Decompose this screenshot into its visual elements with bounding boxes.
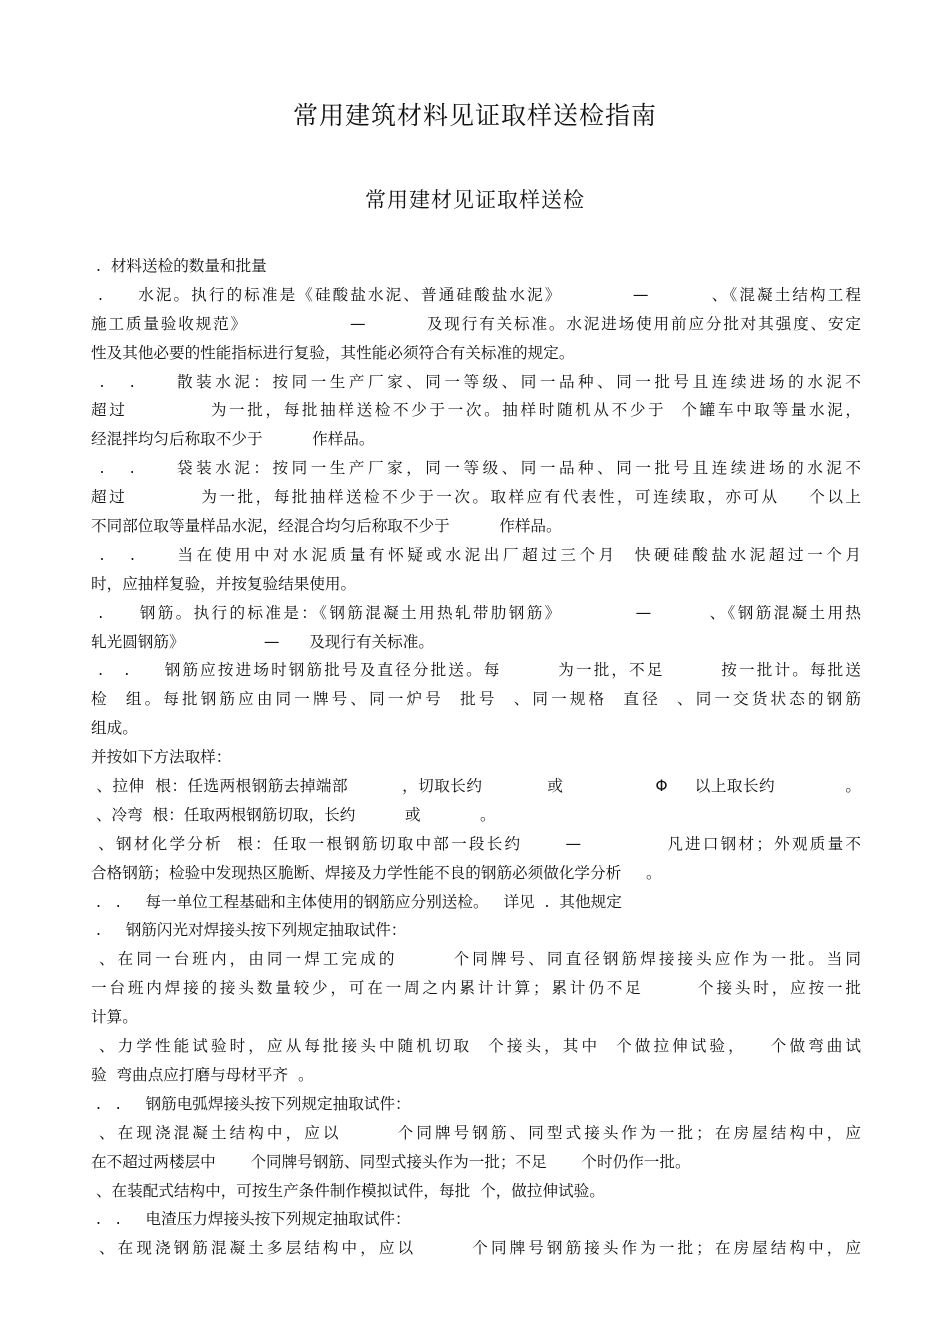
text-line: 、力学性能试验时，应从每批接头中随机切取 个接头，其中 个做拉伸试验， 个做弯曲试 [91, 1037, 861, 1056]
text-line: 检 组。每批钢筋应由同一牌号、同一炉号 批号 、同一规格 直径 、同一交货状态的钢筋 [91, 690, 861, 709]
text-line: . . 电渣压力焊接头按下列规定抽取试件： [91, 1210, 411, 1229]
document-subtitle: 常用建材见证取样送检 [365, 188, 585, 212]
text-line: 计算。 [91, 1008, 138, 1027]
text-line: 时，应抽样复验，并按复验结果使用。 [91, 574, 357, 593]
text-line: 轧光圆钢筋》 — 及现行有关标准。 [91, 632, 434, 651]
text-line: . 钢筋。执行的标准是：《钢筋混凝土用热轧带肋钢筋》 — 、《钢筋混凝土用热 [91, 603, 861, 622]
text-line: 、在现浇钢筋混凝土多层结构中，应以 个同牌号钢筋接头作为一批；在房屋结构中，应 [91, 1239, 861, 1258]
text-line: 在不超过两楼层中 个同牌号钢筋、同型式接头作为一批；不足 个时仍作一批。 [91, 1152, 691, 1171]
document-body [91, 252, 861, 1263]
text-line: 超过 为一批，每批抽样送检不少于一次。抽样时随机从不少于 个罐车中取等量水泥， [91, 401, 861, 420]
text-line: . . 钢筋电弧焊接头按下列规定抽取试件： [91, 1094, 411, 1113]
text-line: . 水泥。执行的标准是《硅酸盐水泥、普通硅酸盐水泥》 — 、《混凝土结构工程 [91, 285, 861, 304]
text-line: 、在装配式结构中，可按生产条件制作模拟试件，每批 个，做拉伸试验。 [91, 1181, 605, 1200]
text-line: 验 弯曲点应打磨与母材平齐 。 [91, 1065, 314, 1084]
text-line: 经混拌均匀后称取不少于 作样品。 [91, 430, 375, 449]
text-line: 超过 为一批，每批抽样送检不少于一次。取样应有代表性，可连续取，亦可从 个以上 [91, 488, 861, 507]
text-line: 并按如下方法取样： [91, 748, 232, 767]
text-line: 组成。 [91, 719, 138, 738]
text-line: 一台班内焊接的接头数量较少，可在一周之内累计计算；累计仍不足 个接头时，应按一批 [91, 979, 861, 998]
text-line: 、在现浇混凝土结构中，应以 个同牌号钢筋、同型式接头作为一批；在房屋结构中，应 [91, 1123, 861, 1142]
document-title: 常用建筑材料见证取样送检指南 [292, 101, 657, 130]
text-line: 不同部位取等量样品水泥，经混合均匀后称取不少于 作样品。 [91, 517, 562, 536]
text-line: 、钢材化学分析 根：任取一根钢筋切取中部一段长约 — 凡进口钢材；外观质量不 [91, 834, 861, 853]
text-line: . 材料送检的数量和批量 [91, 257, 267, 275]
text-line: . . 袋装水泥：按同一生产厂家，同一等级、同一品种、同一批号且连续进场的水泥不 [91, 459, 861, 478]
text-line: 合格钢筋；检验中发现热区脆断、焊接及力学性能不良的钢筋必须做化学分析 。 [91, 863, 662, 882]
text-line: 施工质量验收规范》 — 及现行有关标准。水泥进场使用前应分批对其强度、安定 [91, 314, 861, 333]
text-line: 性及其他必要的性能指标进行复验，其性能必须符合有关标准的规定。 [91, 343, 575, 362]
text-line: . . 每一单位工程基础和主体使用的钢筋应分别送检。 详见 . 其他规定 [91, 892, 622, 911]
text-line: . . 当在使用中对水泥质量有怀疑或水泥出厂超过三个月 快硬硅酸盐水泥超过一个月 [91, 545, 861, 564]
text-line: . . 散装水泥：按同一生产厂家、同一等级、同一品种、同一批号且连续进场的水泥不 [91, 372, 861, 391]
text-line: . 钢筋闪光对焊接头按下列规定抽取试件： [91, 921, 407, 940]
text-line: 、在同一台班内，由同一焊工完成的 个同牌号、同直径钢筋焊接接头应作为一批。当同 [91, 950, 861, 969]
text-line: 、冷弯 根：任取两根钢筋切取，长约 或 。 [91, 805, 496, 824]
text-line: . . 钢筋应按进场时钢筋批号及直径分批送。每 为一批，不足 按一批计。每批送 [91, 661, 861, 680]
text-line: 、拉伸 根：任选两根钢筋去掉端部 ，切取长约 或 Φ 以上取长约 。 [91, 777, 861, 796]
